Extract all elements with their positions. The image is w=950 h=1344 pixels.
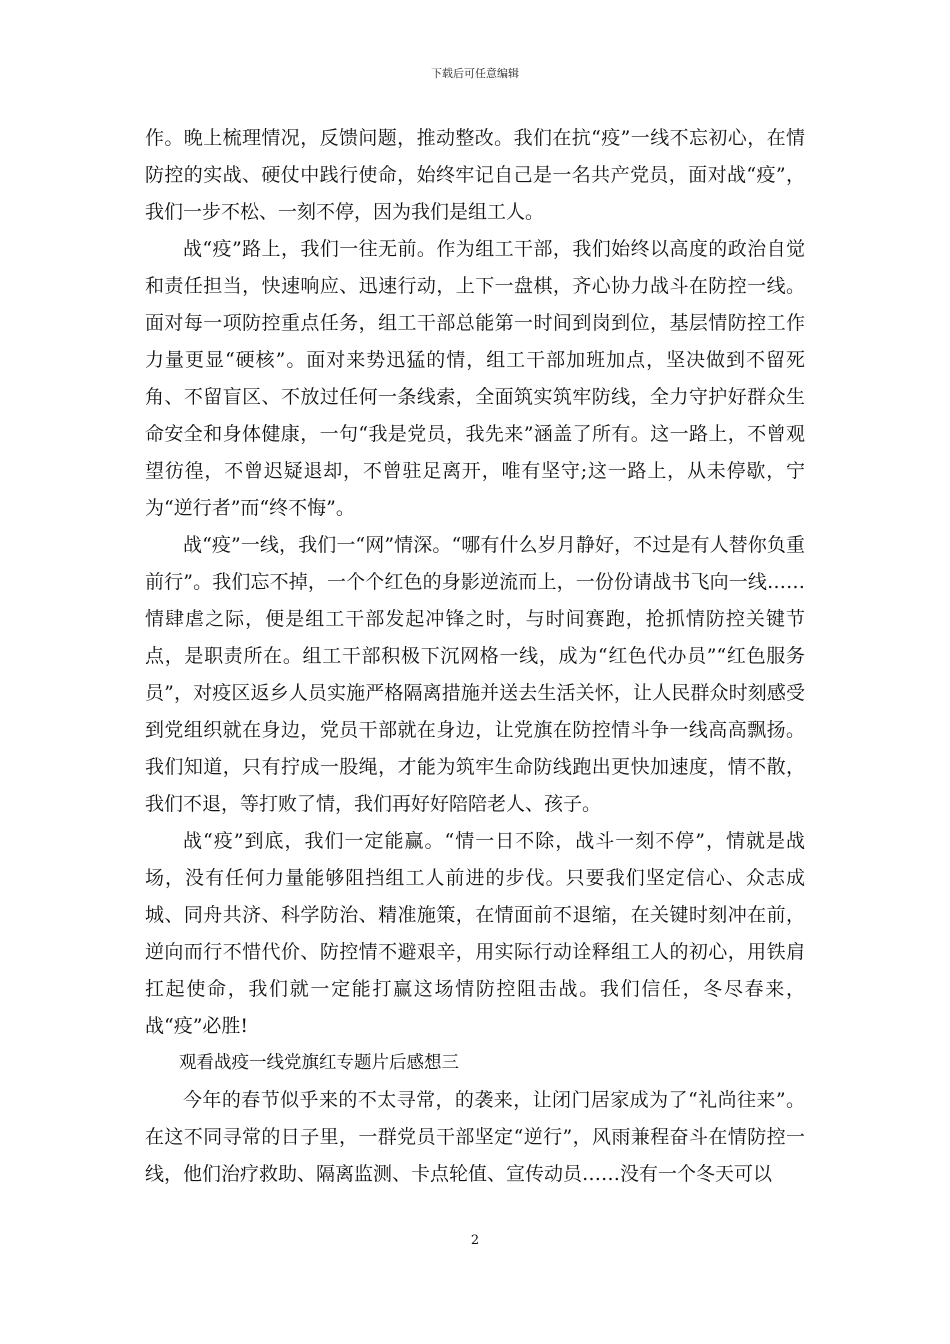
paragraph-frontline: 战“疫”一线，我们一“网”情深。“哪有什么岁月静好，不过是有人替你负重前行”。我们忘不掉，一个个红色的身影逆流而上，一份份请战书飞向一线……情肆虐之际，便是组工干部发起冲锋之时，与时间赛跑，抢抓情防控关键节点，是职责所在。组工干部积极下沉网格一线，成为“红色代办员”“红色服务员”，对疫区返乡人员实施严格隔离措施并送去生活关怀，让人民群众时刻感受到党组织就在身边，党员干部就在身边，让党旗在防控情斗争一线高高飘扬。我们知道，只有拧成一股绳，才能为筑牢生命防线跑出更快加速度，情不散，我们不退，等打败了情，我们再好好陪陪老人、孩子。 — [145, 534, 805, 815]
paragraph-victory: 战“疫”到底，我们一定能赢。“情一日不除，战斗一刻不停”，情就是战场，没有任何力量能够阻挡组工人前进的步伐。只要我们坚定信心、众志成城、同舟共济、科学防治、精准施策，在情面前不退缩，在关键时刻冲在前，逆向而行不惜代价、防控情不避艰辛，用实际行动诠释组工人的初心，用铁肩扛起使命，我们就一定能打赢这场情防控阻击战。我们信任，冬尽春来，战“疫”必胜! — [145, 830, 805, 1037]
page-number: 2 — [470, 1233, 480, 1248]
paragraph-continuation: 作。晚上梳理情况，反馈问题，推动整改。我们在抗“疫”一线不忘初心，在情防控的实战、硬仗中践行使命，始终牢记自己是一名共产党员，面对战“疫”，我们一步不松、一刻不停，因为我们是组工人。 — [145, 127, 805, 223]
page-header: 下载后可任意编辑 — [431, 67, 519, 80]
paragraph-spring-festival: 今年的春节似乎来的不太寻常，的袭来，让闭门居家成为了“礼尚往来”。在这不同寻常的日子里，一群党员干部坚定“逆行”，风雨兼程奋斗在情防控一线，他们治疗救助、隔离监测、卡点轮值、宣传动员……没有一个冬天可以 — [145, 1089, 805, 1185]
document-body — [145, 120, 805, 1193]
section-heading: 观看战疫一线党旗红专题片后感想三 — [179, 1053, 459, 1073]
paragraph-road: 战“疫”路上，我们一往无前。作为组工干部，我们始终以高度的政治自觉和责任担当，快速响应、迅速行动，上下一盘棋，齐心协力战斗在防控一线。面对每一项防控重点任务，组工干部总能第一时间到岗到位，基层情防控工作力量更显“硬核”。面对来势迅猛的情，组工干部加班加点，坚决做到不留死角、不留盲区、不放过任何一条线索，全面筑实筑牢防线，全力守护好群众生命安全和身体健康，一句“我是党员，我先来”涵盖了所有。这一路上，不曾观望彷徨，不曾迟疑退却，不曾驻足离开，唯有坚守;这一路上，从未停歇，宁为“逆行者”而“终不悔”。 — [145, 238, 805, 519]
